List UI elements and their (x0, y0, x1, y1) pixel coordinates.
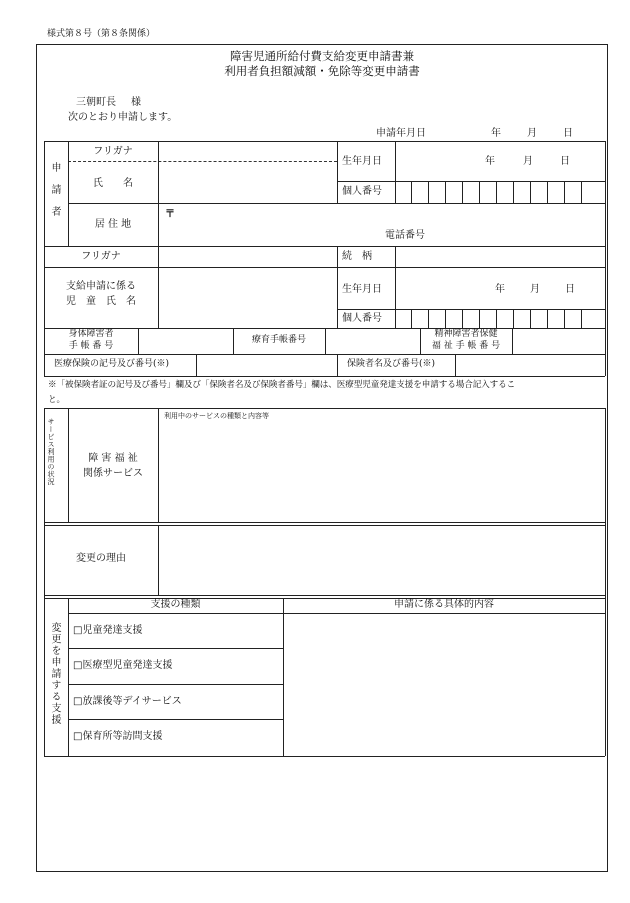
service-usage-label-line1: 障 害 福 祉 (88, 453, 138, 464)
applicant-section-label: 申請者 (49, 162, 60, 228)
child-name-label-line1: 支給申請に係る (66, 281, 136, 292)
service-usage-label-line2: 関係サービス (83, 468, 143, 479)
support-option-hokago-day[interactable]: □放課後等デイサービス (73, 696, 182, 707)
form-number: 様式第８号（第８条関係） (47, 29, 156, 39)
child-birth-day: 日 (565, 284, 575, 295)
support-type-header: 支援の種類 (150, 599, 201, 610)
support-option-hoikusho-homon[interactable]: □保育所等訪問支援 (73, 731, 163, 742)
insurance-note: ※「被保険者証の記号及び番号」欄及び「保険者名及び保険者番号」欄は、医療型児童発達支援を申請する場合記入するこ (48, 380, 516, 390)
mental-handbook-label-line2: 福 祉 手 帳 番 号 (431, 341, 501, 351)
child-birth-year: 年 (495, 284, 505, 295)
addressee-name: 三朝町長 (76, 97, 116, 108)
addressee-honorific: 様 (131, 97, 141, 108)
request-intro: 次のとおり申請します。 (68, 112, 178, 123)
applicant-name-label: 氏 名 (93, 178, 133, 189)
insurance-note-continued: と。 (48, 395, 65, 405)
applicant-birth-day: 日 (560, 156, 570, 167)
applicant-birth-year: 年 (485, 156, 495, 167)
form-title-line1: 障害児通所給付費支給変更申請書兼 (230, 49, 414, 63)
application-date-day: 日 (563, 128, 573, 139)
applicant-phone-label: 電話番号 (385, 230, 425, 241)
application-date-label: 申請年月日 (376, 128, 426, 139)
applicant-personal-number-label: 個人番号 (342, 186, 382, 197)
applicant-birth-month: 月 (523, 156, 533, 167)
support-detail-header: 申請に係る具体的内容 (394, 599, 494, 610)
application-date-year: 年 (491, 128, 501, 139)
postal-mark: 〒 (165, 209, 175, 220)
physical-handbook-label-line1: 身体障害者 (68, 329, 114, 339)
change-support-section-label: 変更を申請する支援 (49, 622, 60, 726)
applicant-birthdate-label: 生年月日 (342, 156, 382, 167)
child-relationship-label: 続 柄 (342, 251, 372, 262)
application-date-month: 月 (527, 128, 537, 139)
insurance-number-label: 医療保険の記号及び番号(※) (54, 359, 170, 369)
insurer-label: 保険者名及び番号(※) (347, 359, 436, 369)
support-option-iryogata[interactable]: □医療型児童発達支援 (73, 660, 173, 671)
child-birthdate-label: 生年月日 (342, 284, 382, 295)
child-personal-number-label: 個人番号 (342, 313, 382, 324)
child-birth-month: 月 (530, 284, 540, 295)
child-furigana-label: フリガナ (81, 251, 121, 262)
applicant-address-label: 居 住 地 (94, 219, 132, 230)
child-name-label-line2: 児 童 氏 名 (66, 296, 136, 307)
mental-handbook-label-line1: 精神障害者保健 (434, 329, 498, 339)
change-reason-label: 変更の理由 (76, 553, 126, 564)
ryoiku-handbook-label: 療育手帳番号 (251, 335, 306, 345)
form-title-line2: 利用者負担額減額・免除等変更申請書 (224, 64, 420, 78)
physical-handbook-label-line2: 手 帳 番 号 (68, 341, 114, 351)
service-usage-section-label: サービス利用の状況 (47, 418, 55, 486)
support-option-jido-hattatsu[interactable]: □児童発達支援 (73, 625, 143, 636)
applicant-furigana-label: フリガナ (93, 146, 133, 157)
service-content-hint: 利用中のサービスの種類と内容等 (164, 412, 269, 420)
